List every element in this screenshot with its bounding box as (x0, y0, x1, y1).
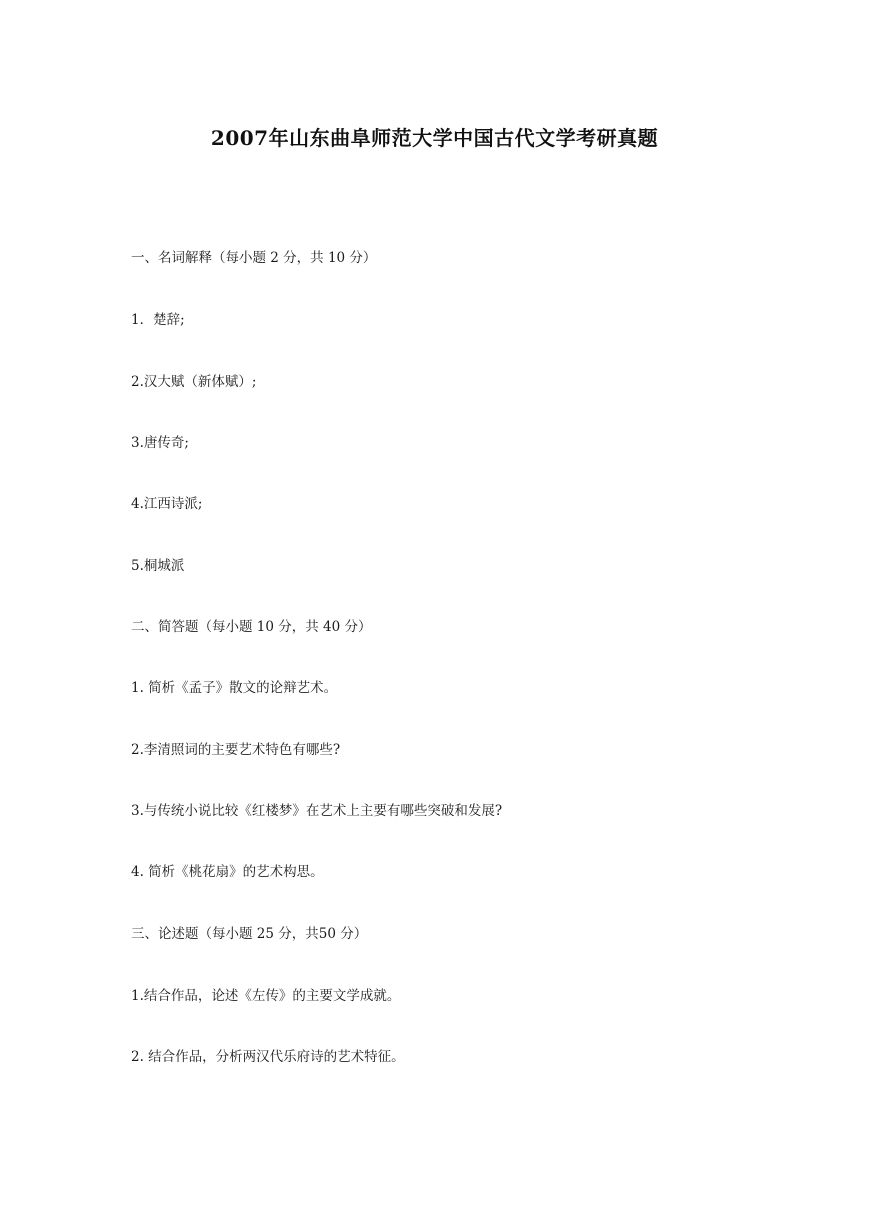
document-title: 2007年山东曲阜师范大学中国古代文学考研真题 (210, 126, 659, 150)
question-item: 3.与传统小说比较《红楼梦》在艺术上主要有哪些突破和发展? (131, 803, 503, 819)
question-item: 3.唐传奇; (131, 435, 189, 451)
section-heading: 三、论述题（每小题 25 分，共50 分） (131, 926, 368, 942)
question-item: 2.李清照词的主要艺术特色有哪些? (131, 742, 341, 758)
question-item: 4. 简析《桃花扇》的艺术构思。 (131, 864, 324, 880)
question-item: 4.江西诗派; (131, 496, 203, 512)
section-heading: 二、简答题（每小题 10 分，共 40 分） (131, 619, 372, 635)
question-item: 1. 简析《孟子》散文的论辩艺术。 (131, 680, 338, 696)
question-item: 1．楚辞; (131, 312, 185, 328)
question-item: 1.结合作品，论述《左传》的主要文学成就。 (131, 988, 401, 1004)
question-item: 2.汉大赋（新体赋）; (131, 374, 257, 390)
section-heading: 一、名词解释（每小题 2 分，共 10 分） (131, 250, 377, 266)
question-item: 5.桐城派 (131, 558, 185, 574)
question-item: 2. 结合作品，分析两汉代乐府诗的艺术特征。 (131, 1049, 405, 1065)
